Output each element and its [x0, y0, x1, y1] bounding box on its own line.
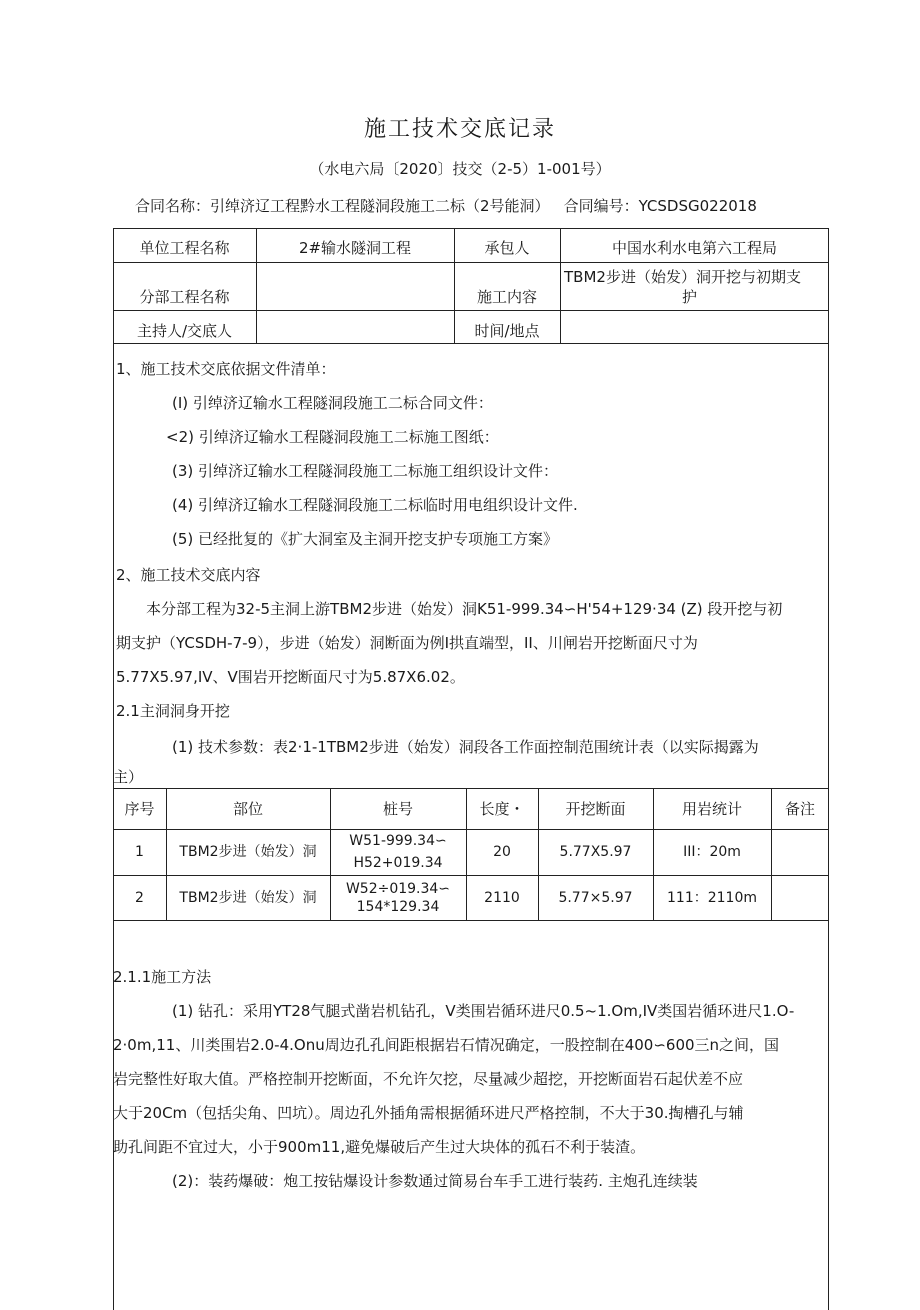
row1-note — [771, 829, 829, 875]
tech-params-line2: 主） — [113, 768, 144, 786]
basis-item-3: (3) 引绰济辽输水工程隧洞段施工二标施工组织设计文件： — [172, 462, 559, 480]
contract-line — [135, 195, 757, 216]
document-number: （水电六局〔2020〕技交（2-5）1-001号） — [309, 160, 611, 178]
sub-project-value — [256, 284, 454, 310]
charging-line: (2)：装药爆破：炮工按钻爆设计参数通过简易台车手工进行装药. 主炮孔连续装 — [172, 1172, 698, 1190]
row2-no: 2 — [135, 889, 144, 906]
drilling-line2: 2·0m,11、川类围岩2.0-4.Onu周边孔孔间距根据岩石情况确定，一股控制在400∽600三n之间，国 — [113, 1036, 780, 1054]
row1-rock: III：20m — [683, 844, 741, 860]
content-value-line1: TBM2步进（始发）洞开挖与初期支 — [564, 267, 801, 286]
page-title: 施工技术交底记录 — [363, 117, 556, 142]
basis-item-4: (4) 引绰济辽输水工程隧洞段施工二标临时用电组织设计文件. — [172, 496, 578, 514]
col-header-station: 桩号 — [382, 799, 413, 818]
section2-para-line2: 期支护（YCSDH-7-9），步进（始发）洞断面为例I拱直端型，II、川闸岩开挖断面尺寸为 — [116, 634, 698, 652]
contractor-label: 承包人 — [484, 239, 530, 257]
content-value — [560, 263, 829, 310]
basis-item-1: (I) 引绰济辽输水工程隧洞段施工二标合同文件： — [172, 394, 493, 412]
row1-station — [330, 829, 466, 875]
row2-part: TBM2步进（始发）洞 — [179, 889, 317, 906]
row2-note — [771, 875, 829, 920]
unit-project-label: 单位工程名称 — [139, 239, 230, 257]
row2-station-line1: W52÷019.34∽ — [345, 880, 451, 897]
section1-heading: 1、施工技术交底依据文件清单： — [116, 360, 336, 378]
tech-params-line1: (1) 技术参数：表2·1-1TBM2步进（始发）洞段各工作面控制范围统计表（以实际揭露为 — [172, 738, 759, 756]
header-rule — [113, 310, 829, 311]
sub-project-label: 分部工程名称 — [139, 288, 230, 306]
row1-part: TBM2步进（始发）洞 — [179, 844, 317, 860]
contract-number-label: 合同编号： — [563, 197, 639, 215]
unit-project-value: 2#输水隧洞工程 — [298, 239, 412, 257]
header-rule — [113, 343, 829, 344]
drilling-line1: (1) 钻孔：采用YT28气腿式凿岩机钻孔，V类围岩循环进尺0.5~1.Om,IV类国岩循环进尺1.O- — [172, 1002, 795, 1020]
contract-name-label: 合同名称： — [135, 197, 211, 215]
row2-station-line2: 154*129.34 — [356, 898, 440, 915]
row2-rock: 111：2110m — [667, 889, 757, 906]
contract-number-value: YCSDSG022018 — [638, 197, 757, 215]
stats-table-rule — [113, 920, 829, 921]
contract-name-value: 引绰济辽工程黔水工程隧洞段施工二标（2号能洞） — [210, 197, 550, 215]
row2-section: 5.77×5.97 — [558, 889, 633, 906]
basis-item-5: (5) 已经批复的《扩大洞室及主洞开挖支护专项施工方案》 — [172, 530, 559, 548]
content-label: 施工内容 — [476, 288, 537, 306]
col-header-section: 开挖断面 — [565, 799, 626, 818]
col-header-part: 部位 — [232, 799, 263, 818]
drilling-line4: 大于20Cm（包括尖角、凹坑）。周边孔外插角需根据循环进尺严格控制，不大于30.掏槽孔与辅 — [113, 1104, 744, 1122]
basis-item-2: <2) 引绰济辽输水工程隧洞段施工二标施工图纸： — [166, 428, 499, 446]
section2-para-line1: 本分部工程为32-5主洞上游TBM2步进（始发）洞K51-999.34∽H'54+129·34 (Z) 段开挖与初 — [146, 600, 783, 618]
row1-station-line1: W51-999.34∽ — [349, 833, 447, 849]
row1-no: 1 — [135, 844, 144, 860]
host-label: 主持人/交底人 — [136, 321, 233, 340]
host-value — [256, 318, 454, 343]
time-label: 时间/地点 — [474, 321, 540, 340]
content-value-line2: 护 — [682, 287, 698, 306]
drilling-line5: 助孔间距不宜过大，小于900m11,避免爆破后产生过大块体的孤石不利于装渣。 — [113, 1138, 646, 1156]
section2-heading: 2、施工技术交底内容 — [116, 566, 261, 584]
row2-station — [330, 875, 466, 920]
col-header-note: 备注 — [784, 799, 815, 818]
col-header-length: 长度・ — [479, 799, 525, 818]
section21-heading: 2.1主洞洞身开挖 — [116, 702, 230, 720]
section2-para-line3: 5.77X5.97,IV、V围岩开挖断面尺寸为5.87X6.02。 — [116, 668, 465, 686]
row1-station-line2: H52+019.34 — [353, 855, 443, 871]
section211-heading: 2.1.1施工方法 — [113, 968, 212, 986]
contractor-value: 中国水利水电第六工程局 — [611, 239, 777, 257]
row2-length: 2110 — [484, 889, 520, 906]
row1-length: 20 — [493, 844, 511, 860]
drilling-line3: 岩完整性好取大值。严格控制开挖断面，不允许欠挖，尽量减少超挖，开挖断面岩石起伏差不应 — [113, 1070, 744, 1088]
col-header-rock: 用岩统计 — [681, 799, 742, 818]
row1-section: 5.77X5.97 — [559, 844, 632, 860]
time-value — [560, 318, 829, 343]
col-header-no: 序号 — [124, 799, 155, 818]
